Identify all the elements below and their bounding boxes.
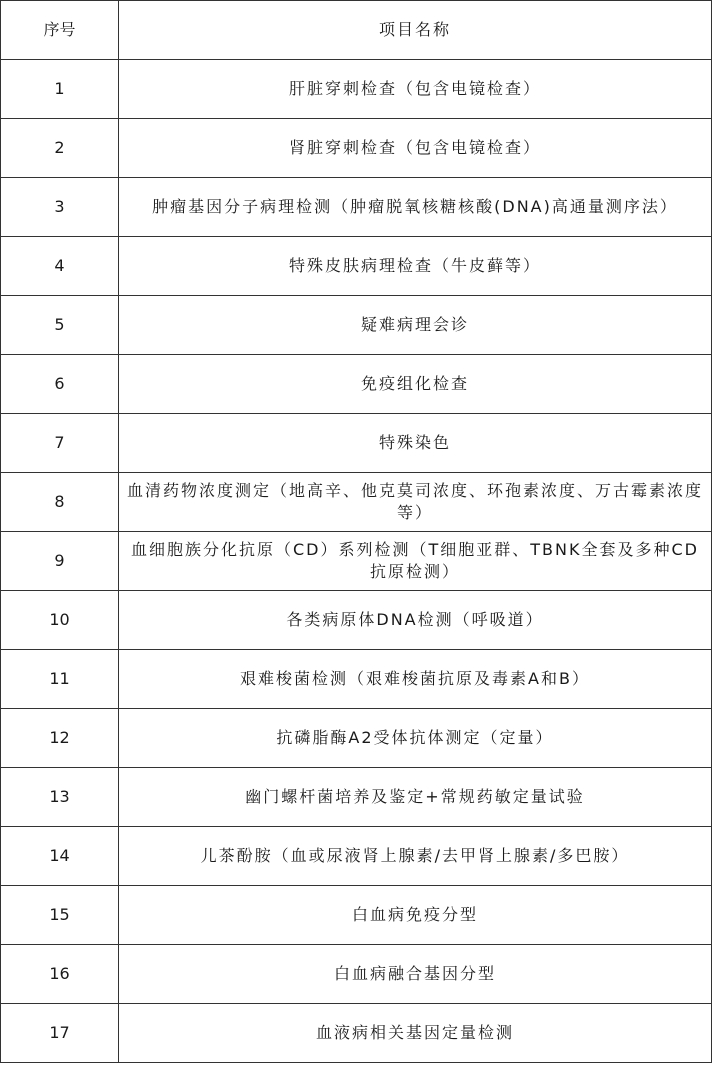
row-index: 17: [1, 1004, 119, 1063]
row-index: 10: [1, 591, 119, 650]
row-item-name: 特殊皮肤病理检查（牛皮藓等）: [119, 237, 712, 296]
row-index: 1: [1, 60, 119, 119]
row-index: 8: [1, 473, 119, 532]
row-index: 2: [1, 119, 119, 178]
header-index: 序号: [1, 1, 119, 60]
row-index: 5: [1, 296, 119, 355]
row-index: 11: [1, 650, 119, 709]
row-item-name: 血液病相关基因定量检测: [119, 1004, 712, 1063]
row-item-name: 幽门螺杆菌培养及鉴定+常规药敏定量试验: [119, 768, 712, 827]
row-item-name: 血细胞族分化抗原（CD）系列检测（T细胞亚群、TBNK全套及多种CD抗原检测）: [119, 532, 712, 591]
table-row: [1, 473, 712, 532]
row-item-name: 免疫组化检查: [119, 355, 712, 414]
row-index: 14: [1, 827, 119, 886]
table-row: [1, 591, 712, 650]
row-item-name: 肝脏穿刺检查（包含电镜检查）: [119, 60, 712, 119]
row-item-name: 白血病免疫分型: [119, 886, 712, 945]
row-item-name: 肿瘤基因分子病理检测（肿瘤脱氧核糖核酸(DNA)高通量测序法）: [119, 178, 712, 237]
header-name: 项目名称: [119, 1, 712, 60]
row-index: 15: [1, 886, 119, 945]
row-item-name: 疑难病理会诊: [119, 296, 712, 355]
row-item-name: 儿茶酚胺（血或尿液肾上腺素/去甲肾上腺素/多巴胺）: [119, 827, 712, 886]
table-row: [1, 237, 712, 296]
table-row: [1, 414, 712, 473]
header-row: [1, 1, 712, 60]
row-index: 6: [1, 355, 119, 414]
row-item-name: 各类病原体DNA检测（呼吸道）: [119, 591, 712, 650]
row-index: 16: [1, 945, 119, 1004]
row-item-name: 艰难梭菌检测（艰难梭菌抗原及毒素A和B）: [119, 650, 712, 709]
row-item-name: 血清药物浓度测定（地高辛、他克莫司浓度、环孢素浓度、万古霉素浓度等）: [119, 473, 712, 532]
row-index: 12: [1, 709, 119, 768]
table-row: [1, 768, 712, 827]
table-row: [1, 355, 712, 414]
row-index: 3: [1, 178, 119, 237]
table-row: [1, 119, 712, 178]
table-row: [1, 650, 712, 709]
table-row: [1, 886, 712, 945]
table-row: [1, 709, 712, 768]
table-row: [1, 827, 712, 886]
table-row: [1, 178, 712, 237]
table-row: [1, 945, 712, 1004]
row-index: 7: [1, 414, 119, 473]
row-item-name: 肾脏穿刺检查（包含电镜检查）: [119, 119, 712, 178]
table-row: [1, 60, 712, 119]
row-index: 9: [1, 532, 119, 591]
row-index: 4: [1, 237, 119, 296]
table-row: [1, 532, 712, 591]
row-index: 13: [1, 768, 119, 827]
table-body: [1, 60, 712, 1063]
row-item-name: 抗磷脂酶A2受体抗体测定（定量）: [119, 709, 712, 768]
table-row: [1, 1004, 712, 1063]
table-row: [1, 296, 712, 355]
row-item-name: 特殊染色: [119, 414, 712, 473]
row-item-name: 白血病融合基因分型: [119, 945, 712, 1004]
